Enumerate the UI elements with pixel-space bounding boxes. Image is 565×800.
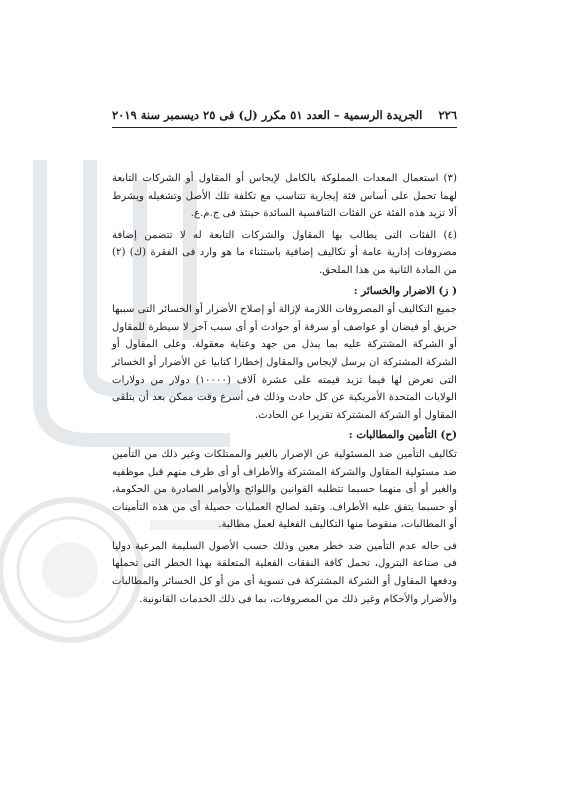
list-item: (٣) استعمال المعدات المملوكة بالكامل لإيجاس أو المقاول أو الشركات التابعة لهما تحمل على أساس فئة إيجارية تتناسب مع تكلفة تلك الأصل وتشغيله ويشرط ألا تزيد هذه الفئة عن الفئات التنافسية السائدة حينئذ فى ج.م.ع. [112, 173, 457, 220]
section-heading-insurance: (ح) التأمين والمطالبات : [348, 429, 457, 442]
paragraph: جميع التكاليف أو المصروفات اللازمة لإزالة أو إصلاح الأضرار أو الخسائر التى سببها حريق أو فيضان أو عواصف أو سرقة أو حوادث أو أى سبب آخر لا سيطرة للمقاول أو الشركة المشتركة عليه بما يبذل من جهد وعناية معقولة. وعلى المقاول أو الشركة المشتركة ان يرسل لإيجاس والمقاول إخطارا كتابيا عن الأضرار أو الخسائر التى تعرض لها فيما تزيد قيمته على عشرة آلاف (١٠٠٠٠) دولار من دولارات الولايات المتحدة الأمريكية عن كل حادث وذلك فى أسرع وقت ممكن بعد أن يتلقى المقاول أو الشركة المشتركة تقريرا عن الحادث. [112, 304, 457, 421]
list-item: (٤) الفئات التى يطالب بها المقاول والشركات التابعة له لا تتضمن إضافة مصروفات إدارية عامة أو تكاليف إضافية باستثناء ما هو وارد فى الفقرة (ك) (٢) من المادة الثانية من هذا الملحق. [112, 229, 457, 276]
paragraph: فى حاله عدم التأمين ضد خطر معين وذلك حسب الأصول السليمة المرعية دوليا فى صناعة البترول، تحمل كافة النفقات الفعلية المتعلقة بهذا الخطر التى تحملها ودفعها المقاول أو الشركة المشتركة فى تسوية أى من أو كل الخسائر والمطالبات والأضرار والأحكام وغير ذلك من المصروفات، بما فى ذلك الخدمات القانونية. [112, 540, 457, 605]
page-number: ٢٢٦ [438, 108, 457, 122]
document-page [112, 106, 457, 608]
section-heading-damages: ( ز) الاضرار والخسائر : [353, 284, 457, 297]
paragraph: تكاليف التأمين ضد المسئولية عن الإضرار بالغير والممتلكات وغير ذلك من التأمين ضد مسئولية المقاول والشركة المشتركة والأطراف أو أى طرف منهم قبل موظفيه والغير أو أى منهما حسبما تتطلبه القوانين واللوائح والأوامر الصادرة من الحكومة، أو حسبما يتفق عليه الأطراف. وتقيد لصالح العمليات حصيلة أى من هذه التأمينات أو المطالبات، منقوصا منها التكاليف الفعلية لعمل مطالبة. [112, 448, 457, 531]
page-header [112, 106, 457, 128]
gazette-title: الجريدة الرسمية – العدد ٥١ مكرر (ل) فى ٢٥ ديسمبر سنة ٢٠١٩ [112, 108, 423, 122]
